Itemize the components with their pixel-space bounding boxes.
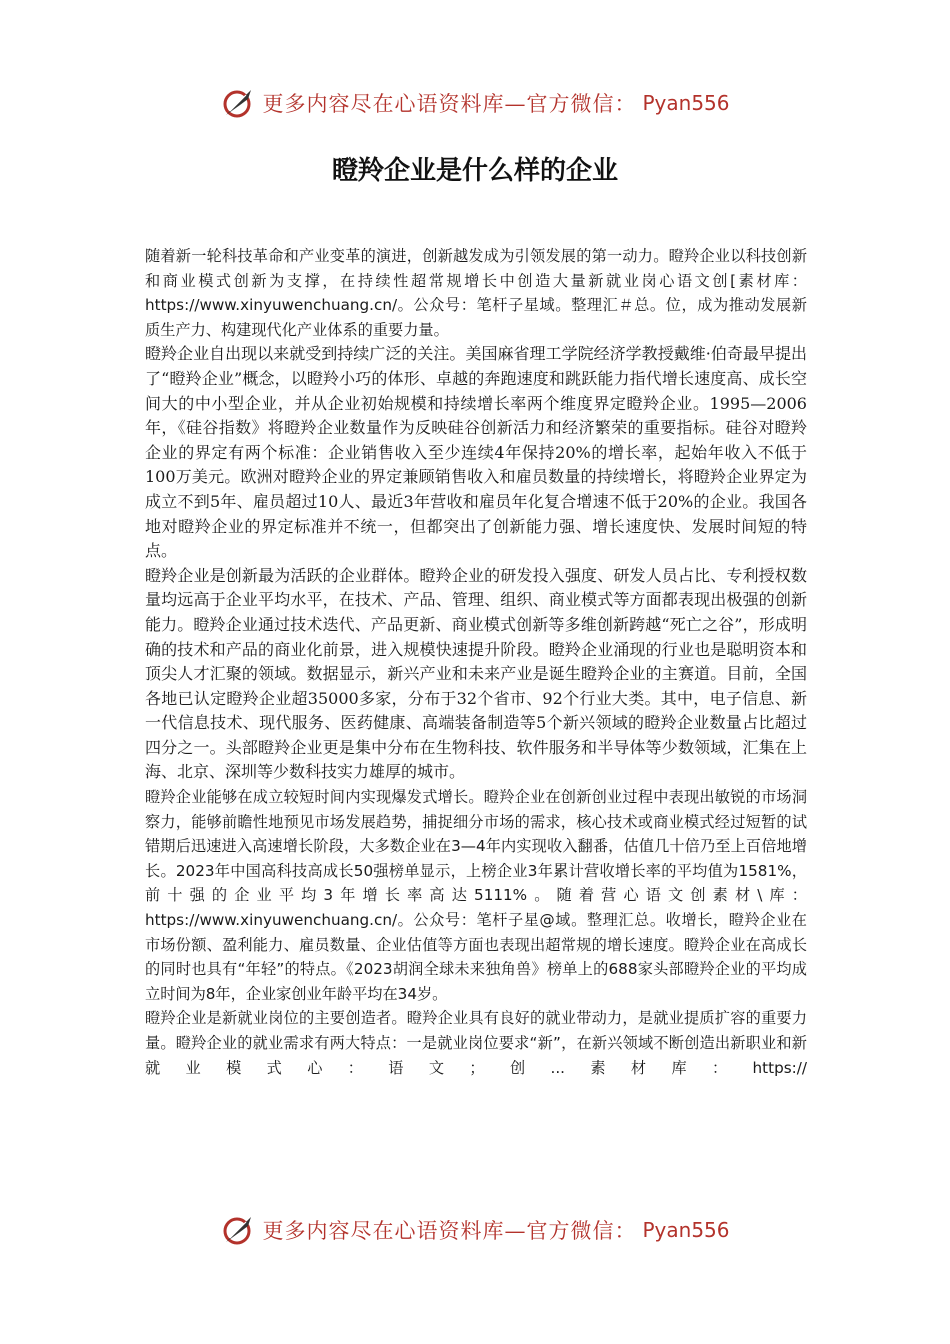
quill-logo-icon: [220, 85, 256, 121]
banner-wechat-id: Pyan556: [642, 1218, 730, 1242]
footer-banner: [0, 1210, 950, 1250]
header-banner: [0, 83, 950, 123]
paragraph-2: 瞪羚企业自出现以来就受到持续广泛的关注。美国麻省理工学院经济学教授戴维·伯奇最早提出了“瞪羚企业”概念，以瞪羚小巧的体形、卓越的奔跑速度和跳跃能力指代增长速度高、成长空间大的中小型企业，并从企业初始规模和持续增长率两个维度界定瞪羚企业。1995—2006年，《硅谷指数》将瞪羚企业数量作为反映硅谷创新活力和经济繁荣的重要指标。硅谷对瞪羚企业的界定有两个标准：企业销售收入至少连续4年保持20%的增长率，起始年收入不低于100万美元。欧洲对瞪羚企业的界定兼顾销售收入和雇员数量的持续增长，将瞪羚企业界定为成立不到5年、雇员超过10人、最近3年营收和雇员年化复合增速不低于20%的企业。我国各地对瞪羚企业的界定标准并不统一，但都突出了创新能力强、增长速度快、发展时间短的特点。: [145, 344, 807, 561]
paragraph-1: 随着新一轮科技革命和产业变革的演进，创新越发成为引领发展的第一动力。瞪羚企业以科技创新和商业模式创新为支撑，在持续性超常规增长中创造大量新就业岗心语文创[素材库：https://www.xinyuwenchuang.cn/。公众号：笔杆子星域。整理汇＃总。位，成为推动发展新质生产力、构建现代化产业体系的重要力量。: [145, 247, 807, 339]
paragraph-4: 瞪羚企业能够在成立较短时间内实现爆发式增长。瞪羚企业在创新创业过程中表现出敏锐的市场洞察力，能够前瞻性地预见市场发展趋势，捕捉细分市场的需求，核心技术或商业模式经过短暂的试错期后迅速进入高速增长阶段，大多数企业在3—4年内实现收入翻番，估值几十倍乃至上百倍地增长。2023年中国高科技高成长50强榜单显示，上榜企业3年累计营收增长率的平均值为1581%，前十强的企业平均3年增长率高达5111%。随着营心语文创素材\库：https://www.xinyuwenchuang.cn/。公众号：笔杆子星@域。整理汇总。收增长，瞪羚企业在市场份额、盈利能力、雇员数量、企业估值等方面也表现出超常规的增长速度。瞪羚企业在高成长的同时也具有“年轻”的特点。《2023胡润全球未来独角兽》榜单上的688家头部瞪羚企业的平均成立时间为8年，企业家创业年龄平均在34岁。: [145, 788, 807, 1003]
banner-text: 更多内容尽在心语资料库—官方微信：: [262, 92, 637, 116]
banner-text: 更多内容尽在心语资料库—官方微信：: [262, 1219, 637, 1243]
quill-logo-icon: [220, 1212, 256, 1248]
document-title: 瞪羚企业是什么样的企业: [331, 156, 618, 186]
banner-wechat-id: Pyan556: [642, 91, 730, 115]
paragraph-3: 瞪羚企业是创新最为活跃的企业群体。瞪羚企业的研发投入强度、研发人员占比、专利授权数量均远高于企业平均水平，在技术、产品、管理、组织、商业模式等方面都表现出极强的创新能力。瞪羚企业通过技术迭代、产品更新、商业模式创新等多维创新跨越“死亡之谷”，形成明确的技术和产品的商业化前景，进入规模快速提升阶段。瞪羚企业涌现的行业也是聪明资本和顶尖人才汇聚的领域。数据显示，新兴产业和未来产业是诞生瞪羚企业的主赛道。目前，全国各地已认定瞪羚企业超35000多家，分布于32个省市、92个行业大类。其中，电子信息、新一代信息技术、现代服务、医药健康、高端装备制造等5个新兴领域的瞪羚企业数量占比超过四分之一。头部瞪羚企业更是集中分布在生物科技、软件服务和半导体等少数领域，汇集在上海、北京、深圳等少数科技实力雄厚的城市。: [145, 565, 807, 782]
paragraph-5: 瞪羚企业是新就业岗位的主要创造者。瞪羚企业具有良好的就业带动力，是就业提质扩容的重要力量。瞪羚企业的就业需求有两大特点：一是就业岗位要求“新”，在新兴领域不断创造出新职业和新就业模式心：语文；创...素材库：https://: [145, 1009, 807, 1077]
document-body: [145, 244, 807, 1080]
